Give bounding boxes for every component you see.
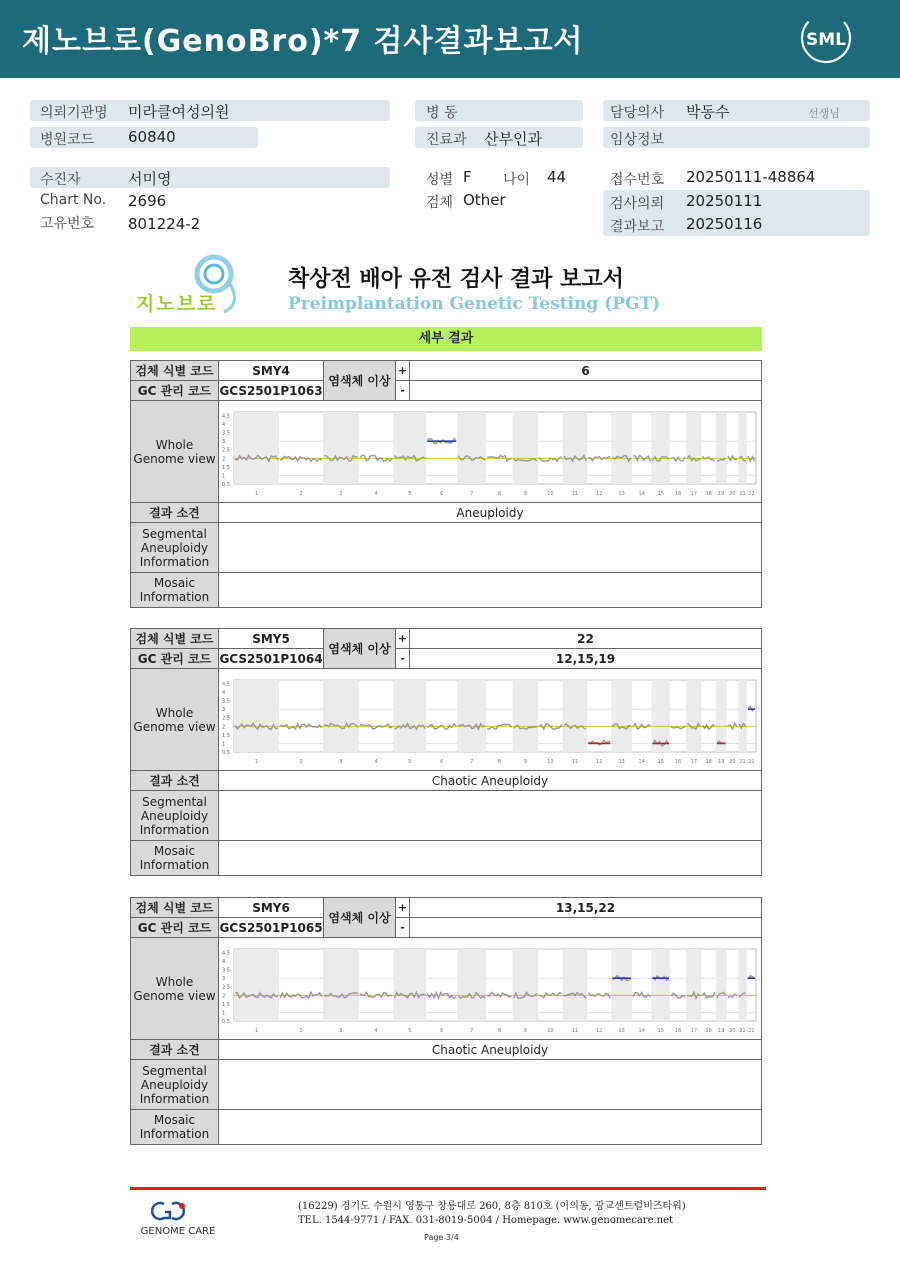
chromosome-tick-label: 18 [705, 1027, 712, 1034]
chromosome-tick-label: 9 [523, 490, 527, 497]
doctor-value: 박동수 [686, 103, 730, 121]
chromosome-band [457, 949, 486, 1021]
dept-label: 진료과 [426, 132, 467, 148]
chromosome-tick-label: 12 [596, 490, 603, 497]
y-tick-label: 3 [222, 975, 226, 982]
mosaic-label: Mosaic Information [131, 573, 219, 608]
y-tick-label: 0.5 [222, 749, 230, 756]
y-tick-label: 4.5 [222, 949, 230, 956]
gc-code-value: GCS2501P1065 [219, 918, 324, 938]
chromosome-band [738, 680, 747, 752]
chromosome-band [738, 949, 747, 1021]
chromosome-band [716, 680, 727, 752]
chromosome-band [651, 949, 670, 1021]
chromosome-tick-label: 5 [408, 758, 412, 765]
genome-chart [220, 672, 760, 768]
chromosome-tick-label: 16 [674, 1027, 682, 1034]
chromosome-band [457, 680, 486, 752]
chromosome-band [457, 412, 486, 484]
age-value: 44 [547, 168, 567, 186]
mosaic-label: Mosaic Information [131, 1110, 219, 1145]
loss-value [410, 918, 762, 938]
gain-value: 22 [410, 629, 762, 649]
genome-care-logo-icon [128, 1198, 228, 1238]
gain-value: 13,15,22 [410, 898, 762, 918]
chromosome-tick-label: 7 [470, 1027, 474, 1034]
chromosome-tick-label: 15 [657, 490, 664, 497]
y-tick-label: 1.5 [222, 1001, 230, 1008]
chromosome-tick-label: 14 [638, 758, 645, 765]
whole-genome-label: Whole Genome view [131, 669, 219, 771]
plus-sign: + [396, 361, 410, 381]
report-header [130, 252, 762, 322]
institution-label: 의뢰기관명 [40, 105, 108, 121]
chromosome-tick-label: 11 [571, 1027, 579, 1034]
chromosome-band [323, 412, 359, 484]
chromosome-band [393, 412, 426, 484]
y-tick-label: 0.5 [222, 481, 230, 488]
chromosome-tick-label: 12 [596, 1027, 603, 1034]
y-tick-label: 1 [222, 740, 226, 747]
mosaic-label: Mosaic Information [131, 841, 219, 876]
sample-code-label: 검체 식별 코드 [131, 361, 219, 381]
chromosome-tick-label: 15 [657, 1027, 664, 1034]
address-line: (16229) 경기도 수원시 영통구 창룡대로 260, 8층 810호 (이의동, 광교센트럴비즈타워) [298, 1201, 686, 1212]
chrom-abn-label: 염색체 이상 [324, 898, 396, 938]
chromosome-band [393, 949, 426, 1021]
chromosome-tick-label: 16 [674, 490, 682, 497]
chromosome-tick-label: 2 [299, 1027, 303, 1034]
chromosome-tick-label: 7 [470, 758, 474, 765]
page-title: 제노브로(GenoBro)*7 검사결과보고서 [22, 24, 584, 59]
y-tick-label: 2.5 [222, 447, 230, 454]
chromosome-band [716, 949, 727, 1021]
segmental-value [219, 791, 762, 841]
chromosome-tick-label: 11 [571, 758, 579, 765]
dept-value: 산부인과 [484, 130, 542, 148]
chromosome-tick-label: 10 [547, 490, 554, 497]
chromosome-tick-label: 19 [718, 758, 725, 765]
minus-sign: - [396, 381, 410, 401]
chromosome-tick-label: 14 [638, 490, 645, 497]
mosaic-value [219, 841, 762, 876]
chromosome-band [513, 680, 539, 752]
chromosome-tick-label: 6 [440, 1027, 444, 1034]
chromosome-band [323, 680, 359, 752]
segmental-value [219, 1060, 762, 1110]
sample-code-label: 검체 식별 코드 [131, 898, 219, 918]
sample-code-value: SMY5 [219, 629, 324, 649]
ward-label: 병 동 [426, 105, 458, 121]
chromosome-tick-label: 17 [690, 490, 698, 497]
chromosome-tick-label: 20 [729, 1027, 736, 1034]
chromosome-tick-label: 3 [339, 1027, 343, 1034]
chromosome-band [611, 680, 632, 752]
report-date-label: 결과보고 [610, 219, 665, 235]
y-tick-label: 3.5 [222, 967, 230, 974]
chromosome-band [686, 680, 701, 752]
institution-value: 미라클여성의원 [128, 103, 230, 121]
specimen-value: Other [463, 191, 506, 209]
report-title: 착상전 배아 유전 검사 결과 보고서 [288, 267, 624, 292]
chromosome-tick-label: 4 [374, 758, 378, 765]
sample-code-label: 검체 식별 코드 [131, 629, 219, 649]
chromosome-band [234, 949, 279, 1021]
y-tick-label: 0.5 [222, 1018, 230, 1025]
chromosome-tick-label: 3 [339, 490, 343, 497]
chromosome-tick-label: 22 [748, 490, 755, 497]
gc-code-value: GCS2501P1064 [219, 649, 324, 669]
y-tick-label: 2 [222, 992, 226, 999]
sample-code-value: SMY4 [219, 361, 324, 381]
result-value: Chaotic Aneuploidy [219, 1040, 762, 1060]
y-tick-label: 3.5 [222, 698, 230, 705]
pill-examinee [30, 167, 390, 188]
request-value: 20250111 [686, 192, 763, 210]
sample-code-value: SMY6 [219, 898, 324, 918]
chromosome-tick-label: 8 [497, 758, 501, 765]
mosaic-value [219, 1110, 762, 1145]
chromosome-tick-label: 7 [470, 490, 474, 497]
y-tick-label: 2 [222, 723, 226, 730]
chromosome-tick-label: 5 [408, 490, 412, 497]
genome-care-logo-text: GENOME CARE [140, 1226, 216, 1237]
mosaic-value [219, 573, 762, 608]
chromosome-band [393, 680, 426, 752]
chromosome-tick-label: 6 [440, 758, 444, 765]
footer-divider [130, 1187, 766, 1190]
y-tick-label: 4 [222, 689, 226, 696]
sex-value: F [463, 168, 472, 186]
chromosome-tick-label: 3 [339, 758, 343, 765]
chromosome-band [611, 412, 632, 484]
chromosome-tick-label: 4 [374, 1027, 378, 1034]
chromosome-band [738, 412, 747, 484]
chromosome-band [686, 949, 701, 1021]
sample-table-3 [130, 897, 762, 1145]
gc-code-label: GC 관리 코드 [131, 381, 219, 401]
chromosome-band [323, 949, 359, 1021]
chromosome-tick-label: 20 [729, 490, 736, 497]
chromosome-tick-label: 6 [440, 490, 444, 497]
chromosome-tick-label: 19 [718, 490, 725, 497]
chromosome-tick-label: 18 [705, 758, 712, 765]
chromosome-band [234, 412, 279, 484]
chromosome-band [563, 680, 588, 752]
chromosome-tick-label: 9 [523, 758, 527, 765]
y-tick-label: 2.5 [222, 984, 230, 991]
genome-chart [220, 941, 760, 1037]
chromosome-tick-label: 21 [739, 490, 746, 497]
sml-logo-text: SML [806, 30, 846, 50]
chromosome-tick-label: 1 [254, 1027, 259, 1034]
hospital-code-label: 병원코드 [40, 132, 95, 148]
chromosome-tick-label: 11 [571, 490, 579, 497]
chromosome-tick-label: 1 [254, 490, 259, 497]
result-label: 결과 소견 [131, 1040, 219, 1060]
chromosome-tick-label: 19 [718, 1027, 725, 1034]
gc-code-label: GC 관리 코드 [131, 918, 219, 938]
chromosome-band [686, 412, 701, 484]
chromosome-tick-label: 22 [748, 758, 755, 765]
sml-logo-icon [800, 12, 852, 64]
y-tick-label: 4 [222, 421, 226, 428]
id-value: 801224-2 [128, 215, 201, 233]
y-tick-label: 1 [222, 472, 226, 479]
chromosome-band [234, 680, 279, 752]
chromosome-tick-label: 21 [739, 1027, 746, 1034]
sex-label: 성별 [426, 172, 454, 188]
chromosome-band [563, 412, 588, 484]
chromosome-tick-label: 13 [618, 490, 625, 497]
result-label: 결과 소견 [131, 503, 219, 523]
y-tick-label: 3 [222, 706, 226, 713]
section-detail-results: 세부 결과 [130, 327, 762, 351]
chromosome-band [563, 949, 588, 1021]
age-label: 나이 [503, 172, 531, 188]
receipt-label: 접수번호 [610, 172, 665, 188]
chromosome-tick-label: 21 [739, 758, 746, 765]
chrom-abn-label: 염색체 이상 [324, 629, 396, 669]
page-number: Page 3/4 [424, 1233, 459, 1242]
receipt-value: 20250111-48864 [686, 168, 816, 186]
chromosome-tick-label: 15 [657, 758, 664, 765]
plus-sign: + [396, 898, 410, 918]
chromosome-tick-label: 14 [638, 1027, 645, 1034]
examinee-value: 서미영 [128, 170, 172, 188]
chromosome-tick-label: 9 [523, 1027, 527, 1034]
chromosome-band [513, 949, 539, 1021]
hospital-code-value: 60840 [128, 128, 176, 146]
loss-value: 12,15,19 [410, 649, 762, 669]
chromosome-tick-label: 18 [705, 490, 712, 497]
chromosome-tick-label: 5 [408, 1027, 412, 1034]
chromosome-band [716, 412, 727, 484]
plus-sign: + [396, 629, 410, 649]
chromosome-tick-label: 16 [674, 758, 682, 765]
loss-value [410, 381, 762, 401]
y-tick-label: 1.5 [222, 464, 230, 471]
clinical-label: 임상정보 [610, 132, 665, 148]
chromosome-tick-label: 12 [596, 758, 603, 765]
y-tick-label: 4.5 [222, 412, 230, 419]
chromosome-tick-label: 1 [254, 758, 259, 765]
chromosome-tick-label: 8 [497, 1027, 501, 1034]
result-label: 결과 소견 [131, 771, 219, 791]
chromosome-band [611, 949, 632, 1021]
minus-sign: - [396, 649, 410, 669]
chromosome-tick-label: 8 [497, 490, 501, 497]
chromosome-tick-label: 13 [618, 758, 625, 765]
y-tick-label: 1.5 [222, 732, 230, 739]
segmental-label: Segmental Aneuploidy Information [131, 523, 219, 573]
chrom-abn-label: 염색체 이상 [324, 361, 396, 401]
y-tick-label: 4 [222, 958, 226, 965]
examinee-label: 수진자 [40, 172, 81, 188]
gc-code-value: GCS2501P1063 [219, 381, 324, 401]
chromosome-tick-label: 2 [299, 490, 303, 497]
sample-table-2 [130, 628, 762, 876]
segmental-label: Segmental Aneuploidy Information [131, 1060, 219, 1110]
result-value: Chaotic Aneuploidy [219, 771, 762, 791]
chromosome-tick-label: 17 [690, 1027, 698, 1034]
y-tick-label: 3.5 [222, 430, 230, 437]
chromosome-tick-label: 10 [547, 758, 554, 765]
top-bar [0, 0, 900, 78]
chromosome-band [651, 412, 670, 484]
y-tick-label: 3 [222, 438, 226, 445]
y-tick-label: 2 [222, 455, 226, 462]
sample-table-1 [130, 360, 762, 608]
result-value: Aneuploidy [219, 503, 762, 523]
gc-code-label: GC 관리 코드 [131, 649, 219, 669]
doctor-suffix: 선생님 [808, 107, 840, 120]
doctor-label: 담당의사 [610, 105, 665, 121]
segmental-label: Segmental Aneuploidy Information [131, 791, 219, 841]
contact-line: TEL. 1544-9771 / FAX. 031-8019-5004 / Homepage. www.genomecare.net [298, 1215, 674, 1226]
y-tick-label: 1 [222, 1009, 226, 1016]
y-tick-label: 4.5 [222, 680, 230, 687]
chromosome-tick-label: 2 [299, 758, 303, 765]
y-tick-label: 2.5 [222, 715, 230, 722]
chromosome-tick-label: 22 [748, 1027, 755, 1034]
chromosome-tick-label: 10 [547, 1027, 554, 1034]
specimen-label: 검체 [426, 195, 454, 211]
request-label: 검사의뢰 [610, 196, 665, 212]
footer-address [298, 1200, 686, 1228]
whole-genome-label: Whole Genome view [131, 401, 219, 503]
gain-value: 6 [410, 361, 762, 381]
genobro-logo-text: 지노브로 [136, 293, 218, 315]
chromosome-tick-label: 4 [374, 490, 378, 497]
genome-chart [220, 404, 760, 500]
genobro-logo-icon [134, 254, 244, 316]
chromosome-tick-label: 13 [618, 1027, 625, 1034]
id-label: 고유번호 [40, 216, 95, 232]
chart-no-value: 2696 [128, 192, 167, 210]
report-date-value: 20250116 [686, 215, 763, 233]
segmental-value [219, 523, 762, 573]
chart-no-label: Chart No. [40, 192, 107, 208]
report-subtitle: Preimplantation Genetic Testing (PGT) [288, 294, 661, 314]
whole-genome-label: Whole Genome view [131, 938, 219, 1040]
chromosome-band [513, 412, 539, 484]
chromosome-tick-label: 20 [729, 758, 736, 765]
minus-sign: - [396, 918, 410, 938]
chromosome-tick-label: 17 [690, 758, 698, 765]
